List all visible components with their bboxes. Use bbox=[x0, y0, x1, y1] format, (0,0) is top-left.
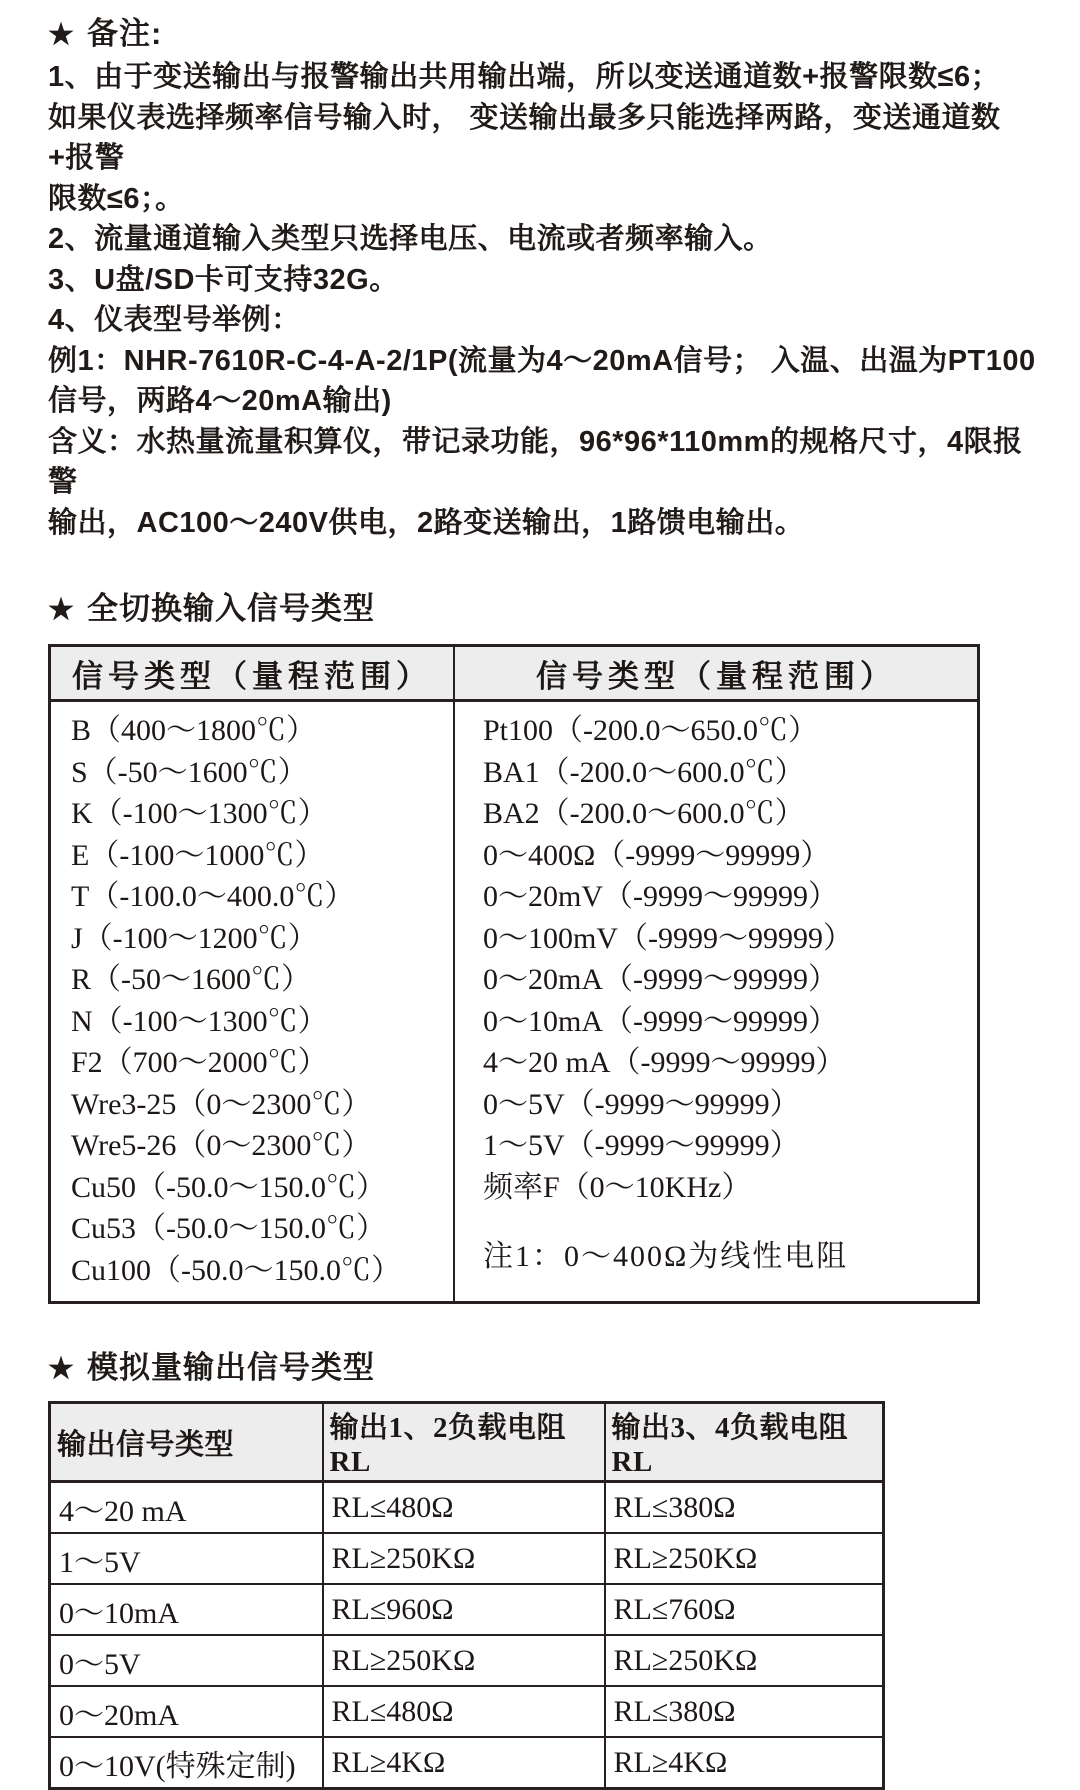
left-signal-list bbox=[51, 710, 453, 1291]
signal-type-item: E（-100～1000℃） bbox=[71, 838, 325, 872]
load-resistance-34-cell: RL≤380Ω bbox=[605, 1482, 884, 1534]
output-table-row bbox=[50, 1635, 884, 1686]
load-resistance-34-cell: RL≤760Ω bbox=[605, 1584, 884, 1635]
note-line: 输出，AC100～240V供电，2路变送输出，1路馈电输出。 bbox=[48, 506, 805, 539]
signal-type-item: Pt100（-200.0～650.0℃） bbox=[483, 714, 819, 747]
output-section-heading-text: 模拟量输出信号类型 bbox=[87, 1350, 375, 1385]
input-signal-table bbox=[48, 644, 980, 1304]
note-line: 4、仪表型号举例： bbox=[48, 304, 301, 336]
note-line: 2、流量通道输入类型只选择电压、电流或者频率输入。 bbox=[48, 223, 773, 255]
output-signal-type-cell: 0～5V bbox=[50, 1635, 323, 1686]
note-line: 例1：NHR-7610R-C-4-A-2/1P(流量为4～20mA信号； 入温、出温为PT100 bbox=[48, 344, 1036, 377]
load-resistance-12-cell: RL≥250KΩ bbox=[323, 1533, 605, 1584]
signal-type-item: S（-50～1600℃） bbox=[71, 755, 308, 789]
signal-type-item: Wre5-26（0～2300℃） bbox=[71, 1129, 372, 1162]
signal-type-item: B（400～1800℃） bbox=[71, 714, 317, 747]
signal-type-item: BA1（-200.0～600.0℃） bbox=[483, 755, 805, 789]
input-signal-table-body-row bbox=[50, 701, 979, 1303]
note-line: 限数≤6；。 bbox=[48, 182, 185, 215]
output-signal-type-cell: 4～20 mA bbox=[50, 1482, 323, 1534]
signal-type-item: BA2（-200.0～600.0℃） bbox=[483, 797, 805, 830]
load-resistance-12-cell: RL≤480Ω bbox=[323, 1686, 605, 1737]
note-line: 信号，两路4～20mA输出) bbox=[48, 385, 392, 417]
star-icon: ★ bbox=[48, 19, 75, 51]
notes-block bbox=[48, 57, 1044, 543]
load-resistance-12-cell: RL≥250KΩ bbox=[323, 1635, 605, 1686]
signal-type-item: F2（700～2000℃） bbox=[71, 1046, 328, 1079]
signal-type-item: 频率F（0～10KHz） bbox=[483, 1170, 752, 1204]
signal-type-item: 0～5V（-9999～99999） bbox=[483, 1087, 800, 1121]
load-resistance-34-cell: RL≥250KΩ bbox=[605, 1635, 884, 1686]
signal-type-item: Cu50（-50.0～150.0℃） bbox=[71, 1170, 386, 1204]
signal-type-item: K（-100～1300℃） bbox=[71, 797, 328, 830]
output-table-header-cell: 输出1、2负载电阻RL bbox=[323, 1403, 605, 1482]
output-section-heading bbox=[48, 1348, 1044, 1389]
output-signal-table-head bbox=[50, 1403, 884, 1482]
right-signal-list bbox=[455, 710, 977, 1208]
load-resistance-34-cell: RL≥250KΩ bbox=[605, 1533, 884, 1584]
output-signal-type-cell: 0～20mA bbox=[50, 1686, 323, 1737]
output-table-row bbox=[50, 1584, 884, 1635]
output-signal-table-body bbox=[50, 1482, 884, 1789]
signal-type-item: 0～20mV（-9999～99999） bbox=[483, 880, 838, 913]
output-table-header-cell: 输出3、4负载电阻RL bbox=[605, 1403, 884, 1482]
output-signal-type-cell: 0～10V(特殊定制) bbox=[50, 1737, 323, 1789]
input-table-header-right: 信号类型（量程范围） bbox=[454, 646, 979, 701]
note-line: 如果仪表选择频率信号输入时， 变送输出最多只能选择两路，变送通道数+报警 bbox=[48, 101, 1001, 174]
output-table-row bbox=[50, 1686, 884, 1737]
signal-type-item: Cu100（-50.0～150.0℃） bbox=[71, 1253, 401, 1287]
star-icon: ★ bbox=[48, 1353, 75, 1385]
note-line: 含义：水热量流量积算仪，带记录功能，96*96*110mm的规格尺寸，4限报警 bbox=[48, 425, 1023, 498]
signal-type-item: R（-50～1600℃） bbox=[71, 963, 311, 996]
note-line: 3、U盘/SD卡可支持32G。 bbox=[48, 263, 399, 296]
load-resistance-12-cell: RL≤480Ω bbox=[323, 1482, 605, 1534]
signal-type-item: 1～5V（-9999～99999） bbox=[483, 1129, 800, 1162]
signal-type-item: 0～100mV（-9999～99999） bbox=[483, 921, 853, 955]
signal-type-item: 4～20 mA（-9999～99999） bbox=[483, 1046, 846, 1079]
output-signal-type-cell: 0～10mA bbox=[50, 1584, 323, 1635]
input-table-right-cell bbox=[454, 701, 979, 1303]
notes-heading-text: 备注: bbox=[87, 16, 163, 51]
input-section-heading-text: 全切换输入信号类型 bbox=[87, 591, 375, 626]
load-resistance-34-cell: RL≥4KΩ bbox=[605, 1737, 884, 1789]
output-table-header-cell: 输出信号类型 bbox=[50, 1403, 323, 1482]
output-table-row bbox=[50, 1482, 884, 1534]
signal-type-item: J（-100～1200℃） bbox=[71, 921, 318, 955]
output-table-row bbox=[50, 1533, 884, 1584]
input-table-left-cell bbox=[50, 701, 455, 1303]
signal-type-item: Cu53（-50.0～150.0℃） bbox=[71, 1212, 386, 1245]
signal-type-item: 0～20mA（-9999～99999） bbox=[483, 963, 838, 996]
linear-resistance-note: 注1：0～400Ω为线性电阻 bbox=[483, 1240, 849, 1273]
input-signal-table-head bbox=[50, 646, 979, 701]
output-table-header-row bbox=[50, 1403, 884, 1482]
signal-type-item: Wre3-25（0～2300℃） bbox=[71, 1087, 372, 1121]
signal-type-item: N（-100～1300℃） bbox=[71, 1004, 328, 1038]
output-signal-type-cell: 1～5V bbox=[50, 1533, 323, 1584]
signal-type-item: 0～10mA（-9999～99999） bbox=[483, 1004, 838, 1038]
signal-type-item: T（-100.0～400.0℃） bbox=[71, 880, 355, 913]
star-icon: ★ bbox=[48, 594, 75, 626]
input-section-heading bbox=[48, 589, 1044, 630]
output-table-row bbox=[50, 1737, 884, 1789]
load-resistance-34-cell: RL≤380Ω bbox=[605, 1686, 884, 1737]
output-signal-table bbox=[48, 1401, 885, 1790]
load-resistance-12-cell: RL≥4KΩ bbox=[323, 1737, 605, 1789]
input-table-header-left: 信号类型（量程范围） bbox=[50, 646, 455, 701]
notes-heading bbox=[48, 12, 1044, 57]
note-line: 1、由于变送输出与报警输出共用输出端，所以变送通道数+报警限数≤6； bbox=[48, 61, 1001, 93]
load-resistance-12-cell: RL≤960Ω bbox=[323, 1584, 605, 1635]
signal-type-item: 0～400Ω（-9999～99999） bbox=[483, 838, 831, 872]
